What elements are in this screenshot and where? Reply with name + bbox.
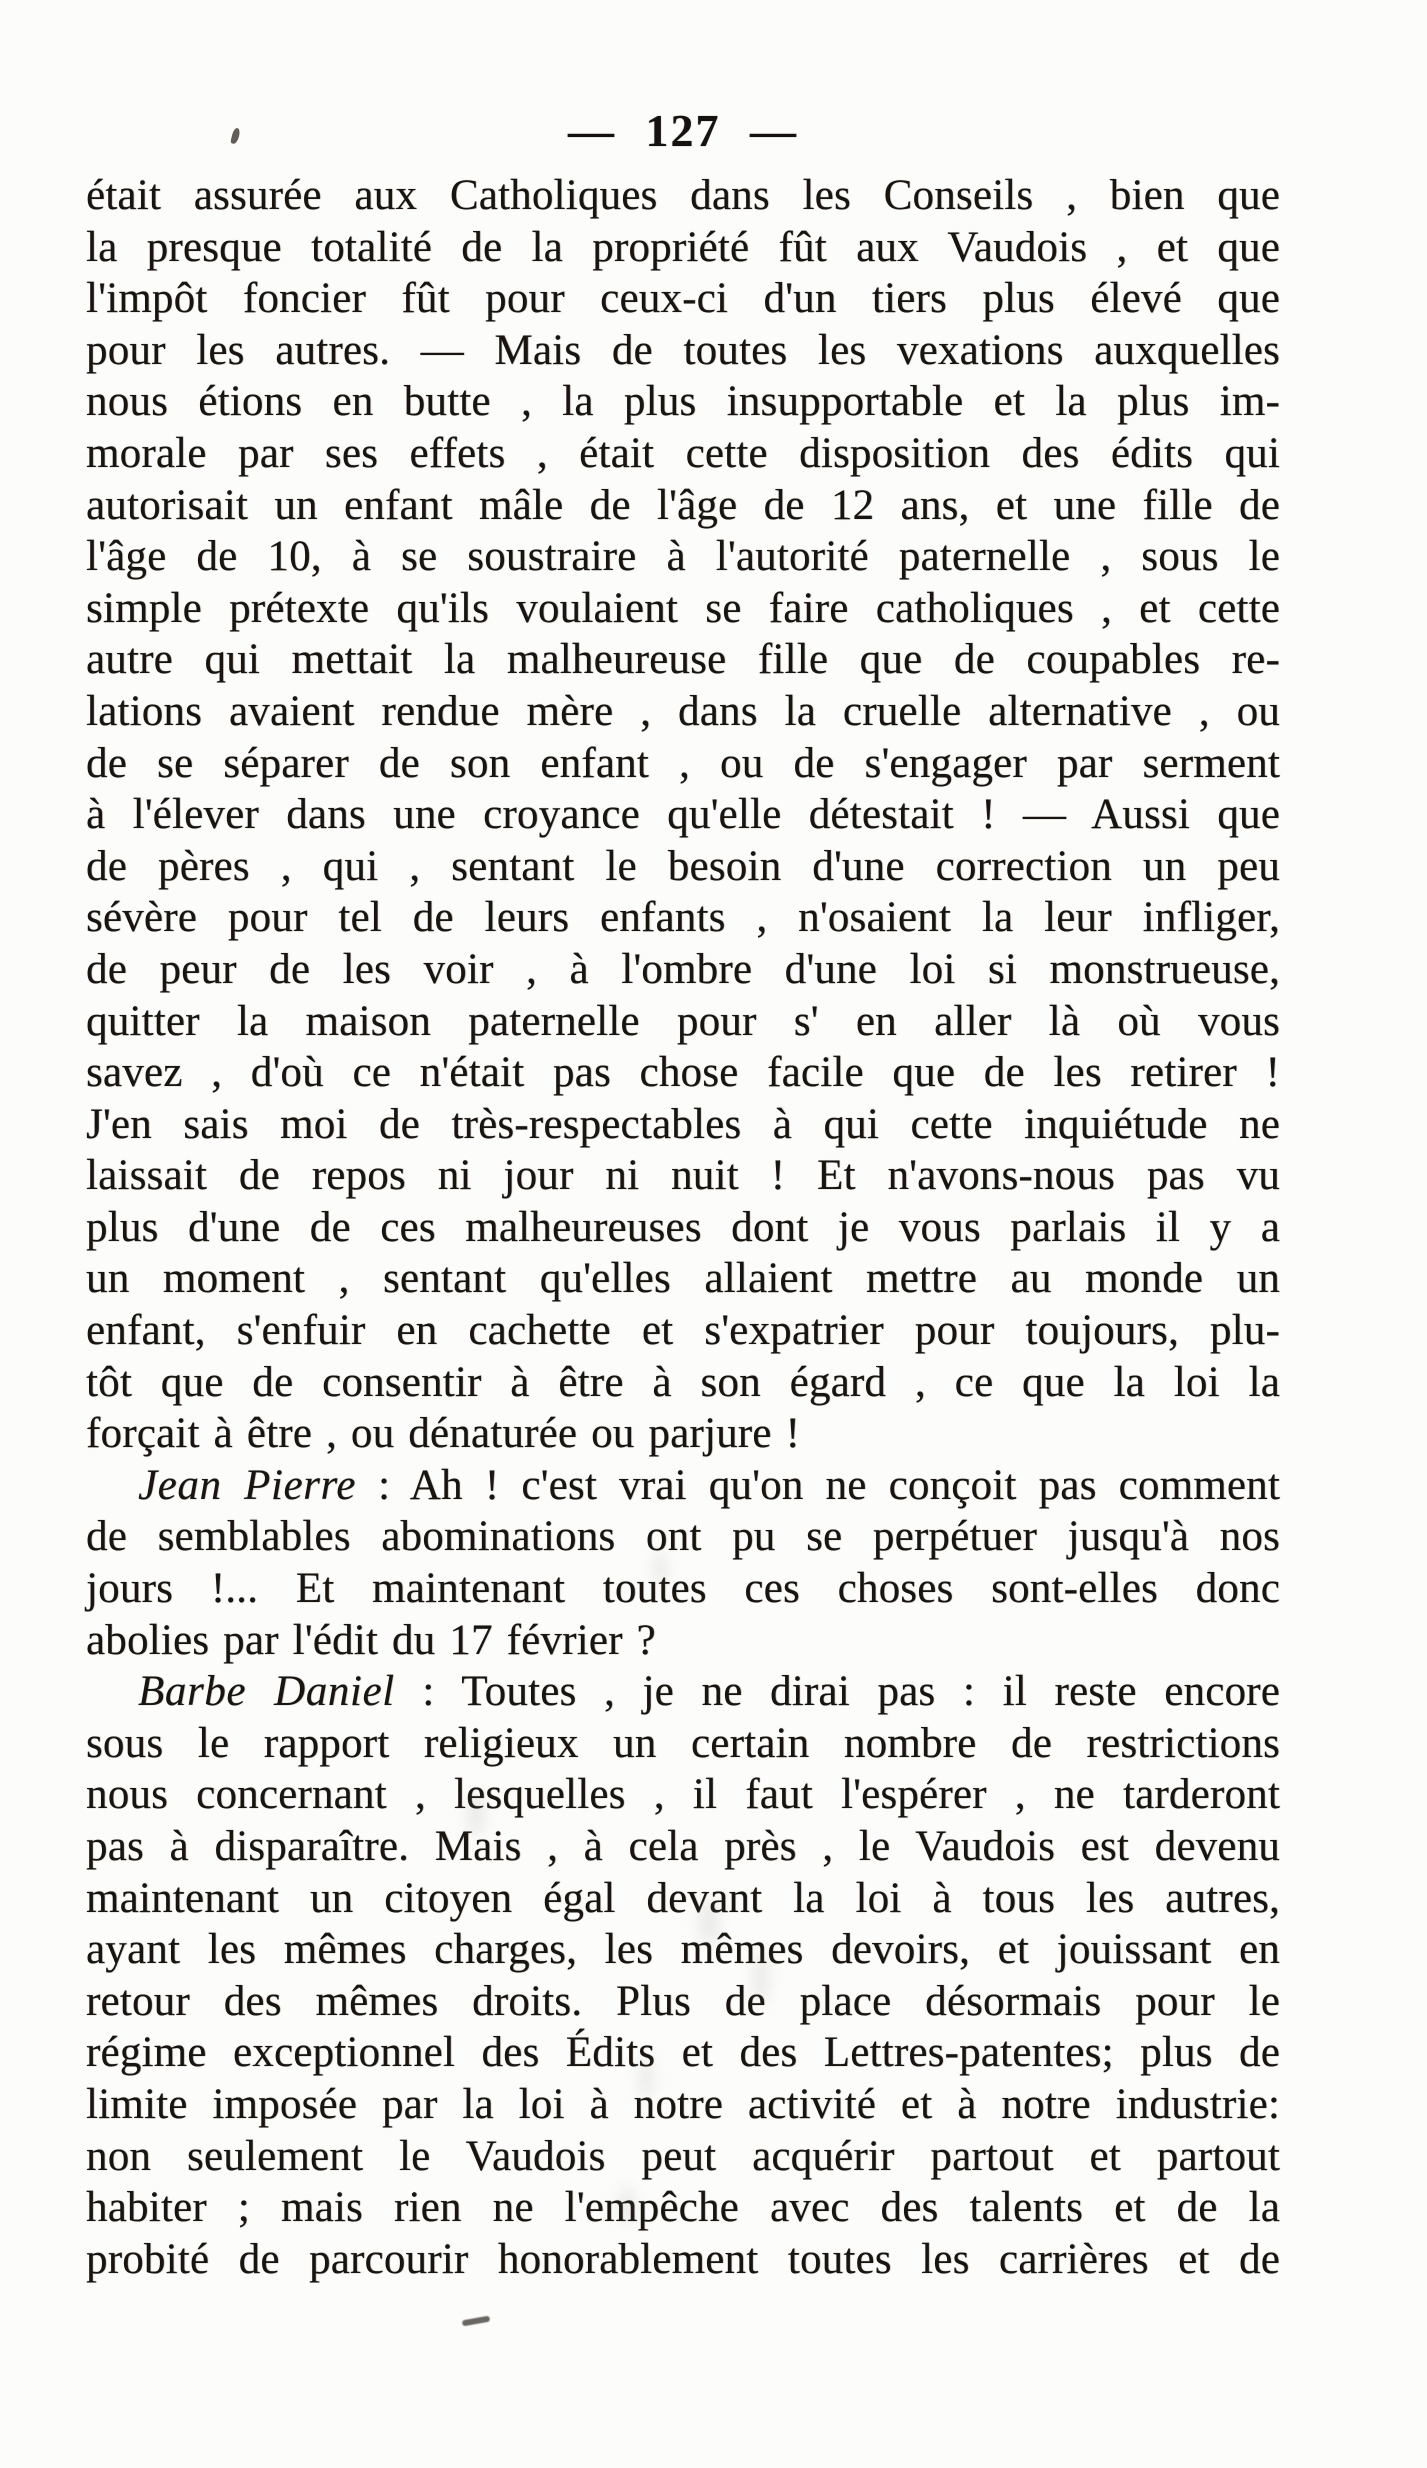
text-line: limite imposée par la loi à notre activité et à notre industrie: (86, 2080, 1280, 2128)
text-line: nous concernant , lesquelles , il faut l'espérer , ne tarderont (86, 1771, 1280, 1819)
text-line: forçait à être , ou dénaturée ou parjure ! (86, 1410, 801, 1458)
text-line: nous étions en butte , la plus insupportable et la plus im- (86, 378, 1280, 426)
text-line: non seulement le Vaudois peut acquérir partout et partout (86, 2132, 1280, 2180)
text-line: l'impôt foncier fût pour ceux-ci d'un tiers plus élevé que (86, 275, 1280, 323)
scan-smudge (618, 2186, 636, 2224)
scan-smudge (698, 1898, 720, 1946)
text-line: la presque totalité de la propriété fût aux Vaudois , et que (86, 223, 1280, 271)
text-line: simple prétexte qu'ils voulaient se faire catholiques , et cette (86, 584, 1280, 632)
scan-smudge (638, 2058, 654, 2100)
text-line: savez , d'où ce n'était pas chose facile que de les retirer ! (86, 1049, 1280, 1097)
speaker-name: Jean Pierre (138, 1461, 356, 1509)
text-line: l'âge de 10, à se soustraire à l'autorité paternelle , sous le (86, 533, 1280, 581)
text-line: de semblables abominations ont pu se perpétuer jusqu'à nos (86, 1513, 1280, 1561)
text-line: abolies par l'édit du 17 février ? (86, 1616, 656, 1664)
text-line: de peur de les voir , à l'ombre d'une loi si monstrueuse, (86, 945, 1280, 993)
text-line-dialogue (86, 1666, 1280, 1718)
text-line: maintenant un citoyen égal devant la loi à tous les autres, (86, 1874, 1280, 1922)
text-line: habiter ; mais rien ne l'empêche avec des talents et de la (86, 2184, 1280, 2232)
text-line: enfant, s'enfuir en cachette et s'expatrier pour toujours, plu- (86, 1307, 1280, 1355)
text-line: sévère pour tel de leurs enfants , n'osaient la leur infliger, (86, 894, 1280, 942)
text-line: pour les autres. — Mais de toutes les vexations auxquelles (86, 326, 1280, 374)
text-line: laissait de repos ni jour ni nuit ! Et n'avons-nous pas vu (86, 1152, 1280, 1200)
page-number: — 127 — (568, 105, 798, 156)
dialogue-text: : Ah ! c'est vrai qu'on ne conçoit pas comment (355, 1461, 1280, 1509)
text-line: retour des mêmes droits. Plus de place désormais pour le (86, 1977, 1280, 2025)
text-line: à l'élever dans une croyance qu'elle détestait ! — Aussi que (86, 791, 1280, 839)
text-line: autorisait un enfant mâle de l'âge de 12 ans, et une fille de (86, 481, 1280, 529)
text-line: morale par ses effets , était cette disposition des édits qui (86, 429, 1280, 477)
text-line: plus d'une de ces malheureuses dont je vous parlais il y a (86, 1203, 1280, 1251)
text-line: quitter la maison paternelle pour s' en aller là où vous (86, 997, 1280, 1045)
text-line: pas à disparaître. Mais , à cela près , le Vaudois est devenu (86, 1823, 1280, 1870)
scan-artifact-dash (462, 2316, 491, 2327)
text-line: sous le rapport religieux un certain nombre de restrictions (86, 1719, 1280, 1767)
text-line: de se séparer de son enfant , ou de s'engager par serment (86, 739, 1280, 787)
scan-smudge (466, 1792, 486, 1836)
text-line: probité de parcourir honorablement toutes les carrières et de (86, 2235, 1280, 2283)
text-line: de pères , qui , sentant le besoin d'une correction un peu (86, 842, 1280, 890)
dialogue-text: : Toutes , je ne dirai pas : il reste encore (394, 1668, 1280, 1716)
text-line: un moment , sentant qu'elles allaient mettre au monde un (86, 1255, 1280, 1303)
text-line: lations avaient rendue mère , dans la cruelle alternative , ou (86, 687, 1280, 735)
text-line: jours !... Et maintenant toutes ces choses sont-elles donc (86, 1565, 1280, 1613)
text-line: était assurée aux Catholiques dans les Conseils , bien que (86, 172, 1280, 219)
text-line: tôt que de consentir à être à son égard , ce que la loi la (86, 1358, 1280, 1406)
text-line: régime exceptionnel des Édits et des Lettres-patentes; plus de (86, 2029, 1280, 2077)
text-line: ayant les mêmes charges, les mêmes devoirs, et jouissant en (86, 1926, 1280, 1974)
scan-smudge (652, 1552, 668, 1586)
text-column (86, 170, 1280, 2285)
speaker-name: Barbe Daniel (138, 1668, 395, 1716)
text-line: autre qui mettait la malheureuse fille que de coupables re- (86, 636, 1280, 684)
scan-smudge (752, 1952, 770, 2004)
text-line-dialogue (86, 1460, 1280, 1512)
text-line: J'en sais moi de très-respectables à qui cette inquiétude ne (86, 1100, 1280, 1148)
